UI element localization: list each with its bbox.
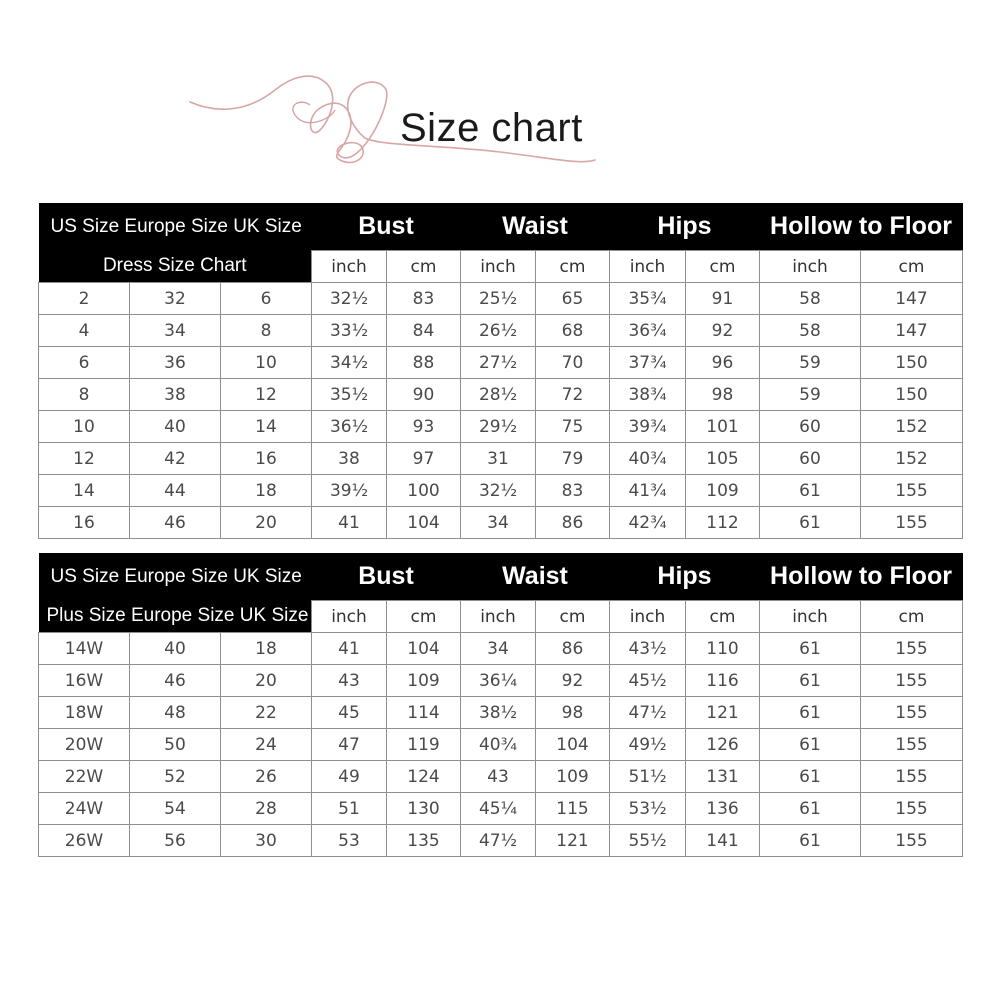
- table-cell: 119: [387, 729, 461, 761]
- table-row: [39, 347, 963, 379]
- table-cell: 43: [312, 665, 387, 697]
- table-cell: 147: [861, 315, 963, 347]
- table-cell: 135: [387, 825, 461, 857]
- table-cell: 44: [130, 475, 221, 507]
- bust-header: Bust: [312, 553, 461, 601]
- table-cell: 26½: [461, 315, 536, 347]
- table-cell: 46: [130, 507, 221, 539]
- table-cell: 131: [686, 761, 760, 793]
- table-cell: 20: [221, 507, 312, 539]
- table-cell: 61: [760, 507, 861, 539]
- table-cell: 35¾: [610, 283, 686, 315]
- table-cell: 104: [536, 729, 610, 761]
- table-cell: 100: [387, 475, 461, 507]
- table-cell: 96: [686, 347, 760, 379]
- table-row: [39, 825, 963, 857]
- table-cell: 53½: [610, 793, 686, 825]
- table-cell: 18: [221, 633, 312, 665]
- table-cell: 65: [536, 283, 610, 315]
- table-cell: 8: [221, 315, 312, 347]
- table-cell: 70: [536, 347, 610, 379]
- table-row: [39, 411, 963, 443]
- table-cell: 43½: [610, 633, 686, 665]
- table-cell: 43: [461, 761, 536, 793]
- table-cell: 38¾: [610, 379, 686, 411]
- table-cell: 79: [536, 443, 610, 475]
- table-cell: 86: [536, 633, 610, 665]
- unit-inch: inch: [610, 251, 686, 283]
- table-cell: 38: [312, 443, 387, 475]
- table-row: [39, 443, 963, 475]
- table-cell: 46: [130, 665, 221, 697]
- table-cell: 155: [861, 665, 963, 697]
- table-cell: 150: [861, 379, 963, 411]
- table-cell: 48: [130, 697, 221, 729]
- table-cell: 104: [387, 633, 461, 665]
- table-row: [39, 379, 963, 411]
- hollow-to-floor-header: Hollow to Floor: [760, 203, 963, 251]
- unit-cm: cm: [536, 601, 610, 633]
- table-cell: 45¼: [461, 793, 536, 825]
- table-row: [39, 761, 963, 793]
- table-cell: 28½: [461, 379, 536, 411]
- table-cell: 36¼: [461, 665, 536, 697]
- unit-inch: inch: [610, 601, 686, 633]
- header-row: [39, 203, 963, 251]
- table-cell: 52: [130, 761, 221, 793]
- table-cell: 115: [536, 793, 610, 825]
- table-cell: 155: [861, 761, 963, 793]
- unit-cm: cm: [861, 251, 963, 283]
- table-cell: 41¾: [610, 475, 686, 507]
- unit-inch: inch: [760, 601, 861, 633]
- table-row: [39, 665, 963, 697]
- table-row: [39, 283, 963, 315]
- hips-header: Hips: [610, 203, 760, 251]
- table-cell: 101: [686, 411, 760, 443]
- table-cell: 12: [221, 379, 312, 411]
- table-cell: 104: [387, 507, 461, 539]
- unit-cm: cm: [536, 251, 610, 283]
- header-row: [39, 553, 963, 601]
- table-cell: 91: [686, 283, 760, 315]
- table-cell: 14: [39, 475, 130, 507]
- table-cell: 34½: [312, 347, 387, 379]
- table-row: [39, 507, 963, 539]
- table-cell: 121: [536, 825, 610, 857]
- table-cell: 112: [686, 507, 760, 539]
- table-cell: 58: [760, 283, 861, 315]
- page-title: Size chart: [400, 106, 583, 150]
- table-cell: 61: [760, 697, 861, 729]
- table-cell: 110: [686, 633, 760, 665]
- table-cell: 61: [760, 475, 861, 507]
- table-cell: 60: [760, 411, 861, 443]
- table-cell: 92: [686, 315, 760, 347]
- table-cell: 50: [130, 729, 221, 761]
- table-cell: 109: [536, 761, 610, 793]
- table-cell: 141: [686, 825, 760, 857]
- table-cell: 40¾: [461, 729, 536, 761]
- table-cell: 55½: [610, 825, 686, 857]
- table-cell: 20: [221, 665, 312, 697]
- table-cell: 61: [760, 761, 861, 793]
- table-cell: 98: [536, 697, 610, 729]
- table-cell: 53: [312, 825, 387, 857]
- table-cell: 68: [536, 315, 610, 347]
- table-row: [39, 729, 963, 761]
- table-cell: 40: [130, 633, 221, 665]
- table-cell: 4: [39, 315, 130, 347]
- table-cell: 39½: [312, 475, 387, 507]
- table-cell: 24W: [39, 793, 130, 825]
- table-cell: 116: [686, 665, 760, 697]
- table-cell: 36¾: [610, 315, 686, 347]
- table-cell: 155: [861, 825, 963, 857]
- table-cell: 42¾: [610, 507, 686, 539]
- unit-cm: cm: [387, 601, 461, 633]
- table-cell: 75: [536, 411, 610, 443]
- unit-inch: inch: [461, 251, 536, 283]
- unit-cm: cm: [686, 251, 760, 283]
- table-row: [39, 315, 963, 347]
- table-cell: 2: [39, 283, 130, 315]
- table-cell: 155: [861, 793, 963, 825]
- table-cell: 152: [861, 443, 963, 475]
- table-cell: 72: [536, 379, 610, 411]
- table-cell: 126: [686, 729, 760, 761]
- table-cell: 41: [312, 507, 387, 539]
- table-cell: 16: [221, 443, 312, 475]
- table-cell: 155: [861, 507, 963, 539]
- table-cell: 109: [686, 475, 760, 507]
- table-cell: 105: [686, 443, 760, 475]
- table-cell: 32: [130, 283, 221, 315]
- table-cell: 39¾: [610, 411, 686, 443]
- bust-header: Bust: [312, 203, 461, 251]
- table-cell: 34: [130, 315, 221, 347]
- table-cell: 58: [760, 315, 861, 347]
- unit-cm: cm: [387, 251, 461, 283]
- table-cell: 61: [760, 729, 861, 761]
- table-cell: 97: [387, 443, 461, 475]
- unit-inch: inch: [760, 251, 861, 283]
- table-cell: 150: [861, 347, 963, 379]
- table-cell: 10: [221, 347, 312, 379]
- waist-header: Waist: [461, 553, 610, 601]
- hollow-to-floor-header: Hollow to Floor: [760, 553, 963, 601]
- unit-cm: cm: [861, 601, 963, 633]
- table-cell: 14: [221, 411, 312, 443]
- table-cell: 60: [760, 443, 861, 475]
- table-cell: 49: [312, 761, 387, 793]
- dress-size-table: [38, 203, 963, 539]
- table-cell: 16: [39, 507, 130, 539]
- table-cell: 155: [861, 729, 963, 761]
- table-cell: 38½: [461, 697, 536, 729]
- table-cell: 90: [387, 379, 461, 411]
- table-cell: 18W: [39, 697, 130, 729]
- table-cell: 61: [760, 793, 861, 825]
- table-cell: 56: [130, 825, 221, 857]
- table-cell: 88: [387, 347, 461, 379]
- table-cell: 16W: [39, 665, 130, 697]
- table-cell: 31: [461, 443, 536, 475]
- table-cell: 22W: [39, 761, 130, 793]
- table-cell: 32½: [312, 283, 387, 315]
- table-cell: 26: [221, 761, 312, 793]
- table-cell: 12: [39, 443, 130, 475]
- table-cell: 47: [312, 729, 387, 761]
- unit-inch: inch: [312, 601, 387, 633]
- table-cell: 155: [861, 697, 963, 729]
- table-cell: 49½: [610, 729, 686, 761]
- table-cell: 86: [536, 507, 610, 539]
- table-row: [39, 697, 963, 729]
- table-cell: 35½: [312, 379, 387, 411]
- table-cell: 37¾: [610, 347, 686, 379]
- table-row: [39, 475, 963, 507]
- table-cell: 121: [686, 697, 760, 729]
- table-cell: 47½: [610, 697, 686, 729]
- table-cell: 93: [387, 411, 461, 443]
- title-banner: [180, 60, 620, 190]
- table-cell: 40: [130, 411, 221, 443]
- unit-row: [39, 601, 963, 633]
- unit-cm: cm: [686, 601, 760, 633]
- table-cell: 27½: [461, 347, 536, 379]
- table-cell: 136: [686, 793, 760, 825]
- table-cell: 18: [221, 475, 312, 507]
- table-cell: 45½: [610, 665, 686, 697]
- table-cell: 14W: [39, 633, 130, 665]
- table-row: [39, 633, 963, 665]
- table-cell: 34: [461, 507, 536, 539]
- table-cell: 20W: [39, 729, 130, 761]
- table-cell: 42: [130, 443, 221, 475]
- table-cell: 51: [312, 793, 387, 825]
- table-cell: 98: [686, 379, 760, 411]
- table-cell: 124: [387, 761, 461, 793]
- table-cell: 47½: [461, 825, 536, 857]
- table-cell: 84: [387, 315, 461, 347]
- table-cell: 83: [387, 283, 461, 315]
- table-cell: 51½: [610, 761, 686, 793]
- table-cell: 26W: [39, 825, 130, 857]
- table-cell: 30: [221, 825, 312, 857]
- table-cell: 147: [861, 283, 963, 315]
- table-cell: 45: [312, 697, 387, 729]
- table-subtitle: Dress Size Chart: [39, 251, 312, 283]
- table-cell: 59: [760, 347, 861, 379]
- table-cell: 33½: [312, 315, 387, 347]
- plus-size-table: [38, 553, 963, 857]
- table-cell: 36½: [312, 411, 387, 443]
- dress-table-body: [39, 283, 963, 539]
- table-cell: 38: [130, 379, 221, 411]
- table-cell: 34: [461, 633, 536, 665]
- table-cell: 61: [760, 633, 861, 665]
- table-cell: 6: [39, 347, 130, 379]
- unit-row: [39, 251, 963, 283]
- table-cell: 83: [536, 475, 610, 507]
- size-systems-header: US Size Europe Size UK Size: [39, 203, 312, 251]
- table-cell: 24: [221, 729, 312, 761]
- size-systems-header: US Size Europe Size UK Size: [39, 553, 312, 601]
- table-cell: 36: [130, 347, 221, 379]
- table-cell: 28: [221, 793, 312, 825]
- plus-table-body: [39, 633, 963, 857]
- table-cell: 61: [760, 825, 861, 857]
- unit-inch: inch: [461, 601, 536, 633]
- table-cell: 41: [312, 633, 387, 665]
- table-cell: 22: [221, 697, 312, 729]
- table-row: [39, 793, 963, 825]
- table-cell: 61: [760, 665, 861, 697]
- table-cell: 40¾: [610, 443, 686, 475]
- table-cell: 109: [387, 665, 461, 697]
- unit-inch: inch: [312, 251, 387, 283]
- table-cell: 32½: [461, 475, 536, 507]
- table-cell: 10: [39, 411, 130, 443]
- table-cell: 6: [221, 283, 312, 315]
- table-cell: 29½: [461, 411, 536, 443]
- table-cell: 92: [536, 665, 610, 697]
- table-subtitle: Plus Size Europe Size UK Size: [39, 601, 312, 633]
- table-cell: 155: [861, 475, 963, 507]
- table-cell: 54: [130, 793, 221, 825]
- table-cell: 59: [760, 379, 861, 411]
- table-cell: 8: [39, 379, 130, 411]
- table-cell: 114: [387, 697, 461, 729]
- hips-header: Hips: [610, 553, 760, 601]
- table-cell: 25½: [461, 283, 536, 315]
- table-cell: 130: [387, 793, 461, 825]
- table-cell: 152: [861, 411, 963, 443]
- waist-header: Waist: [461, 203, 610, 251]
- table-cell: 155: [861, 633, 963, 665]
